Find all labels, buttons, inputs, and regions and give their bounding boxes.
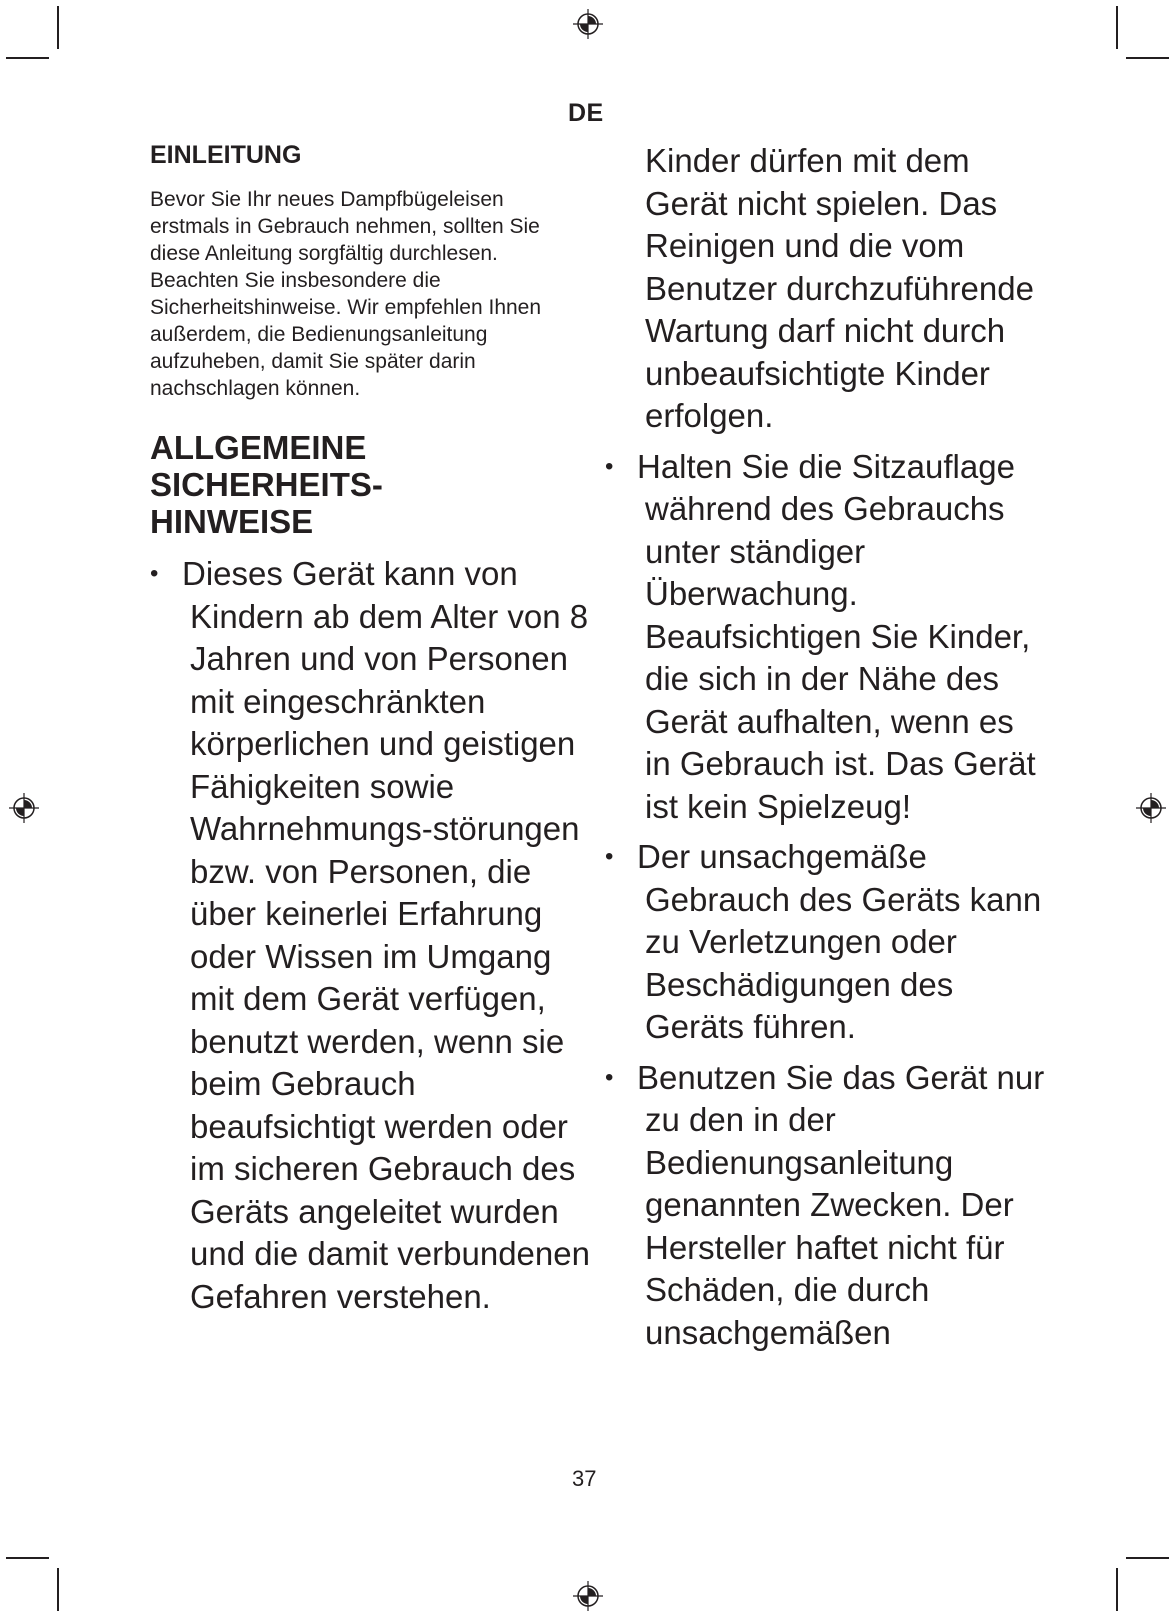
bullet-rest: Sitzauflage während des Gebrauchs unter ständiger Überwachung. Beaufsichtigen Sie Kinder, die sich in der Nähe des Gerät aufhalten, wenn es in Gebrauch ist. Das Gerät ist kein Spielzeug! bbox=[645, 447, 1036, 825]
crop-mark-bottom-left-horizontal bbox=[6, 1557, 49, 1559]
bullet-rest: Gebrauch des Geräts kann zu Verletzungen oder Beschädigungen des Geräts führen. bbox=[645, 880, 1042, 1045]
bullet-text bbox=[637, 446, 1045, 829]
intro-text: Bevor Sie Ihr neues Dampfbügeleisen erstmals in Gebrauch nehmen, sollten Sie diese Anleitung sorgfältig durchlesen. Beachten Sie insbesondere die Sicherheitshinweise. Wir empfehlen Ihnen außerdem, die Bedienungsanleitung aufzuheben, damit Sie später darin nachschlagen können. bbox=[150, 188, 542, 400]
bullet-first-line: Benutzen Sie das bbox=[637, 1058, 896, 1096]
language-code: DE bbox=[568, 99, 604, 127]
continuation-text: Kinder dürfen mit dem Gerät nicht spielen. Das Reinigen und die vom Benutzer durchzuführende Wartung darf nicht durch unbeaufsichtigte Kinder erfolgen. bbox=[645, 142, 1034, 434]
crop-mark-bottom-left-vertical bbox=[57, 1568, 59, 1611]
bullet-dot-icon: • bbox=[605, 843, 614, 870]
list-item bbox=[605, 446, 1045, 829]
crop-mark-top-left-horizontal bbox=[6, 57, 49, 59]
crop-mark-bottom-right-vertical bbox=[1116, 1568, 1118, 1611]
bullet-first-line: Der unsachgemäße bbox=[637, 838, 927, 875]
left-column bbox=[150, 140, 590, 1318]
registration-crosshair-icon bbox=[572, 1580, 604, 1612]
bullet-dot-icon: • bbox=[605, 1063, 614, 1091]
registration-crosshair-icon bbox=[572, 8, 604, 40]
registration-crosshair-icon bbox=[1135, 792, 1167, 824]
bullet-text bbox=[637, 1057, 1045, 1355]
crop-mark-top-right-horizontal bbox=[1126, 57, 1169, 59]
crop-mark-bottom-right-horizontal bbox=[1126, 1557, 1169, 1559]
bullet-first-line: Halten Sie die bbox=[637, 447, 843, 485]
list-item bbox=[605, 1057, 1045, 1355]
crop-mark-top-left-vertical bbox=[57, 6, 59, 49]
bullet-text bbox=[182, 553, 590, 1318]
registration-crosshair-icon bbox=[8, 792, 40, 824]
bullet-rest: von Kindern ab dem Alter von 8 Jahren und von Personen mit eingeschränkten körperlichen und geistigen Fähigkeiten sowie Wahrnehmungs-störungen bzw. von Personen, die über keinerlei Erfahrung oder Wissen im Umgang mit dem Gerät verfügen, benutzt werden, wenn sie beim Gebrauch beaufsichtigt werden oder im sicheren Gebrauch des Geräts angeleitet wurden und die damit verbundenen Gefahren verstehen. bbox=[190, 555, 590, 1315]
right-column bbox=[605, 140, 1045, 1354]
safety-heading: ALLGEMEINE SICHERHEITS-HINWEISE bbox=[150, 429, 383, 540]
safety-bullet-list-continued bbox=[605, 446, 1045, 1355]
crop-mark-top-right-vertical bbox=[1116, 6, 1118, 49]
intro-heading: EINLEITUNG bbox=[150, 141, 302, 169]
bullet-rest: Gerät nur zu den in der Bedienungsanleitung genannten Zwecken. Der Hersteller haftet nicht für Schäden, die durch unsachgemäßen bbox=[645, 1058, 1045, 1351]
list-item bbox=[605, 836, 1045, 1049]
list-item bbox=[150, 553, 590, 1318]
bullet-first-line: Dieses Gerät kann bbox=[182, 555, 456, 592]
bullet-dot-icon: • bbox=[605, 452, 614, 480]
page-number: 37 bbox=[572, 1466, 597, 1491]
bullet-text bbox=[637, 836, 1045, 1049]
bullet-dot-icon: • bbox=[150, 560, 159, 587]
safety-bullet-list bbox=[150, 553, 590, 1318]
